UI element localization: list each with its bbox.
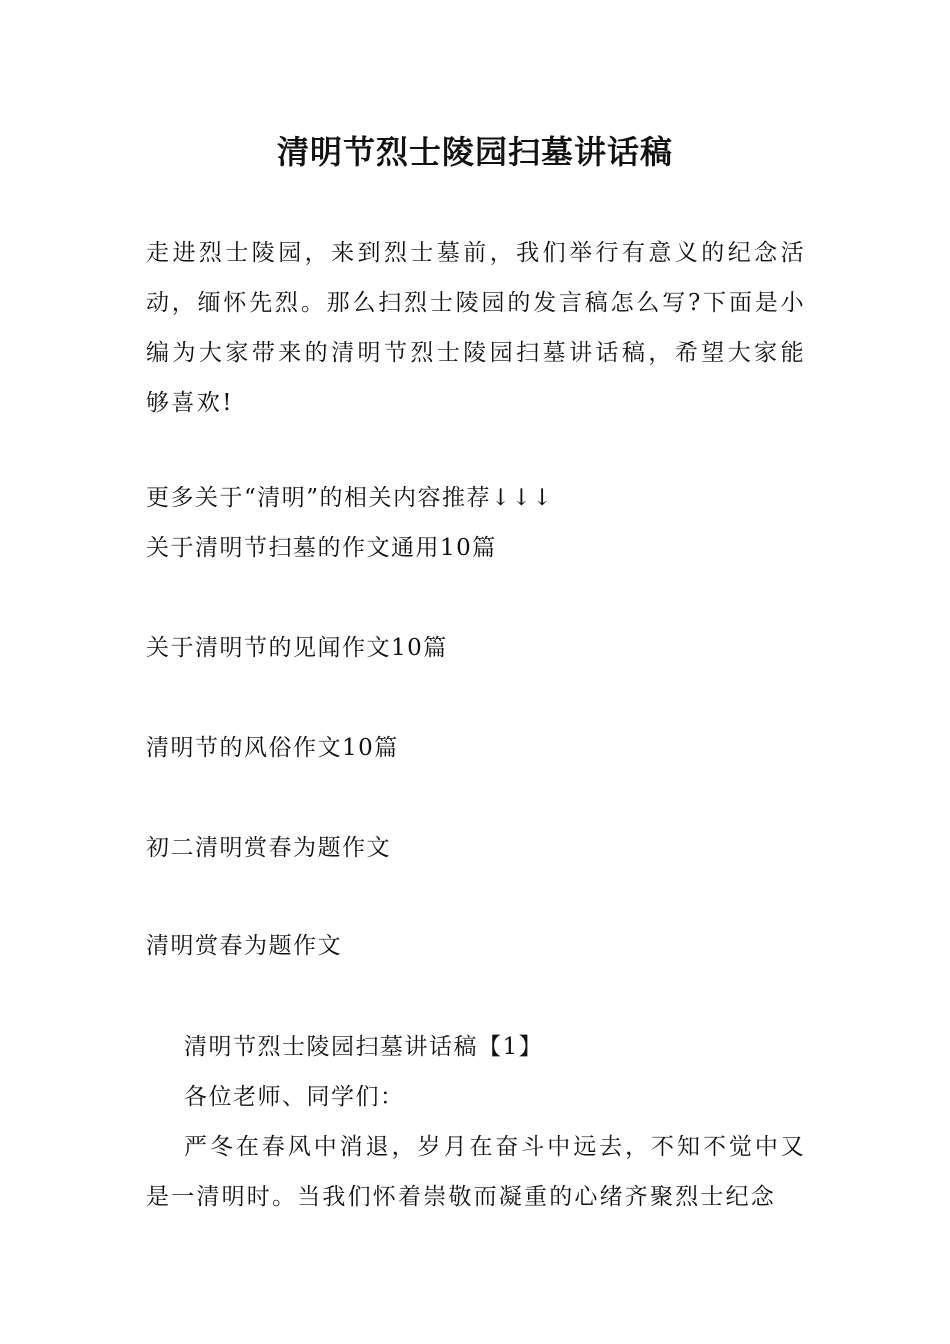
intro-paragraph: 走进烈士陵园，来到烈士墓前，我们举行有意义的纪念活动，缅怀先烈。那么扫烈士陵园的发言稿怎么写?下面是小编为大家带来的清明节烈士陵园扫墓讲话稿，希望大家能够喜欢! <box>146 240 806 416</box>
recommend-link-3[interactable]: 清明节的风俗作文10篇 <box>146 735 399 761</box>
body-paragraph: 严冬在春风中消退，岁月在奋斗中远去，不知不觉中又是一清明时。当我们怀着崇敬而凝重的心绪齐聚烈士纪念 <box>146 1134 806 1210</box>
section-heading: 清明节烈士陵园扫墓讲话稿【1】 <box>184 1034 544 1060</box>
salutation: 各位老师、同学们： <box>184 1084 405 1110</box>
recommend-link-5[interactable]: 清明赏春为题作文 <box>146 933 342 959</box>
recommend-link-4[interactable]: 初二清明赏春为题作文 <box>146 835 391 861</box>
recommend-link-2[interactable]: 关于清明节的见闻作文10篇 <box>146 635 448 661</box>
recommend-link-1[interactable]: 关于清明节扫墓的作文通用10篇 <box>146 535 497 561</box>
document-title: 清明节烈士陵园扫墓讲话稿 <box>276 133 673 171</box>
recommend-heading: 更多关于“清明”的相关内容推荐↓↓↓ <box>146 485 554 511</box>
